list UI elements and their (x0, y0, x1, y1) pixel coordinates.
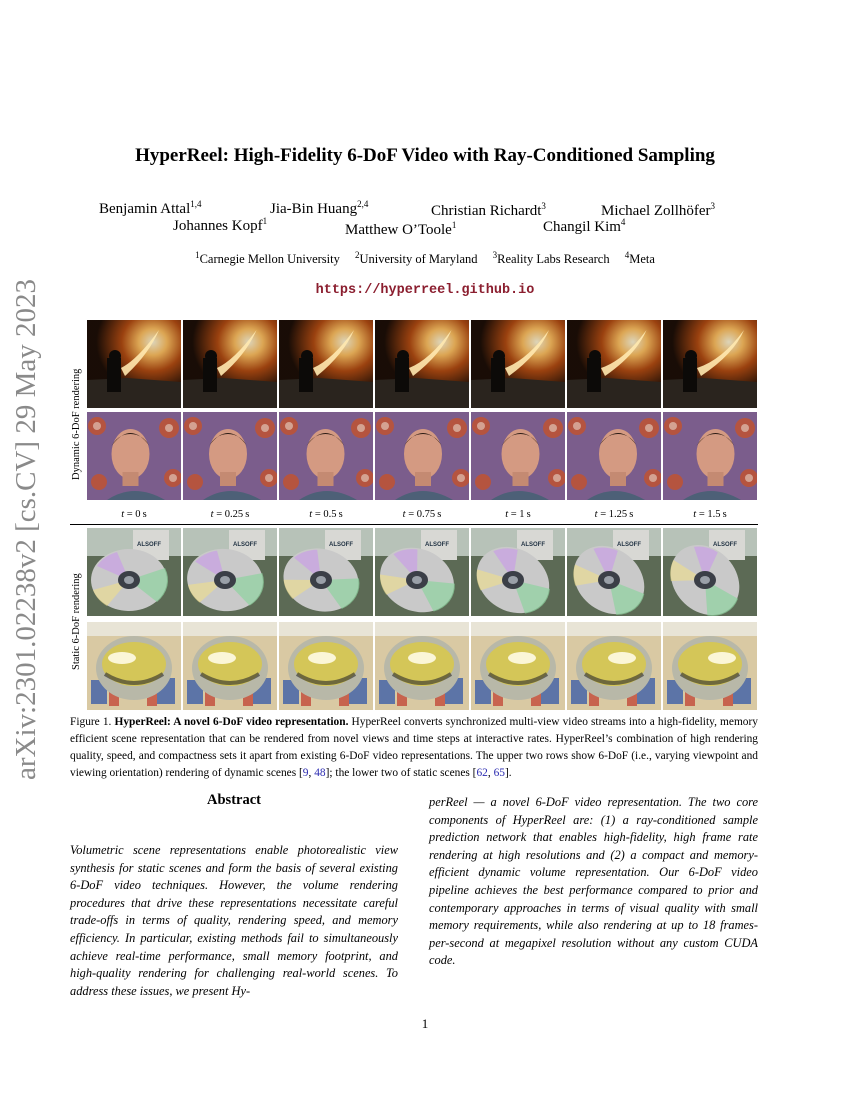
arxiv-stamp: arXiv:2301.02238v2 [cs.CV] 29 May 2023 (10, 278, 42, 780)
affiliation-1: $^1$Carnegie Mellon University (195, 249, 340, 266)
figure-image-fire (183, 320, 277, 408)
svg-text:ALSOFF: ALSOFF (329, 542, 353, 548)
dynamic-row-label: Dynamic 6-DoF rendering (71, 368, 82, 480)
figure-image-face (375, 412, 469, 500)
time-label: t = 0 s (121, 509, 147, 520)
author-7: Changil Kim$^4$ (543, 217, 626, 235)
author-6: Matthew O’Toole$^1$ (345, 220, 457, 238)
author-5: Johannes Kopf$^1$ (173, 216, 268, 234)
figure-image-face (279, 412, 373, 500)
time-label: t = 0.25 s (210, 509, 250, 520)
citation-link[interactable]: 9 (302, 767, 309, 779)
figure-image-ball (279, 622, 373, 710)
affiliation-2: $^2$University of Maryland (354, 249, 478, 266)
author-1: Benjamin Attal$^{1,4}$ (99, 199, 202, 217)
affiliation-3: $^3$Reality Labs Research (492, 249, 610, 266)
time-label: t = 1.5 s (693, 509, 727, 520)
figure-image-fire (471, 320, 565, 408)
author-4: Michael Zollhöfer$^3$ (601, 201, 716, 219)
time-label: t = 1.25 s (594, 509, 634, 520)
figure-image-face (663, 412, 757, 500)
figure-image-cd (567, 528, 661, 616)
affiliation-4: $^4$Meta (624, 249, 655, 266)
figure-image-fire (375, 320, 469, 408)
figure-image-face (87, 412, 181, 500)
figure-image-fire (663, 320, 757, 408)
author-2: Jia-Bin Huang$^{2,4}$ (270, 199, 369, 217)
project-url-link[interactable]: https://hyperreel.github.io (315, 283, 535, 298)
author-3: Christian Richardt$^3$ (431, 201, 546, 219)
affiliations (0, 249, 850, 267)
citation-link[interactable]: 48 (314, 767, 326, 779)
page-number: 1 (421, 1016, 429, 1031)
time-label: t = 1 s (505, 509, 531, 520)
figure-image-cd (279, 528, 373, 616)
figure-image-ball (567, 622, 661, 710)
figure-image-ball (375, 622, 469, 710)
time-label: t = 0.75 s (402, 509, 442, 520)
svg-text:ALSOFF: ALSOFF (137, 542, 161, 548)
paper-title: HyperReel: High-Fidelity 6-DoF Video with Ray-Conditioned Sampling (135, 145, 715, 166)
figure-image-face (183, 412, 277, 500)
figure-image-ball (471, 622, 565, 710)
citation-link[interactable]: 62 (476, 767, 488, 779)
svg-text:ALSOFF: ALSOFF (617, 542, 641, 548)
figure-image-cd (471, 528, 565, 616)
figure-image-ball (183, 622, 277, 710)
figure-image-ball (87, 622, 181, 710)
abstract-column-2: perReel — a novel 6-DoF video representation. The two core components of HyperReel are: (1) a ray-conditioned sample prediction network that enables high-fidelity, high frame rate rendering at high resolutions and (2) a compact and memory-efficient dynamic volume representation. Our 6-DoF video pipeline achieves the best performance compared to prior and contemporary approaches in terms of visual quality with small memory requirements, while also rendering at up to 18 frames-per-second at megapixel resolution without any custom CUDA code. (429, 795, 758, 968)
figure-caption: Figure 1. HyperReel: A novel 6-DoF video representation. HyperReel converts synchronized multi-view video streams into a high-fidelity, memory efficient scene representation that can be rendered from novel views and time steps at interactive rates. HyperReel’s combination of high rendering quality, speed, and compactness sets it apart from existing 6-DoF video representations. The upper two rows show 6-DoF (i.e., varying viewpoint and viewing orientation) rendering of dynamic scenes [9, 48]; the lower two of static scenes [62, 65]. (70, 716, 758, 779)
figure-image-fire (279, 320, 373, 408)
figure-divider (70, 524, 758, 525)
time-label: t = 0.5 s (309, 509, 343, 520)
figure-image-ball (663, 622, 757, 710)
abstract-heading: Abstract (207, 792, 261, 808)
figure-image-fire (567, 320, 661, 408)
figure-image-cd (87, 528, 181, 616)
citation-link[interactable]: 65 (493, 767, 505, 779)
figure-image-cd (183, 528, 277, 616)
svg-text:ALSOFF: ALSOFF (425, 542, 449, 548)
static-row-label: Static 6-DoF rendering (71, 573, 82, 670)
abstract-column-1: Volumetric scene representations enable photorealistic view synthesis for static scenes and form the basis of several existing 6-DoF video techniques. However, the volume rendering procedures that drive these representations necessitate careful trade-offs in terms of quality, rendering speed, and memory efficiency. In particular, existing methods fail to simultaneously achieve real-time performance, small memory footprint, and high-quality rendering for challenging real-world scenes. To address these issues, we present Hy- (70, 843, 398, 998)
svg-text:ALSOFF: ALSOFF (521, 542, 545, 548)
svg-text:ALSOFF: ALSOFF (713, 542, 737, 548)
figure-image-face (471, 412, 565, 500)
svg-text:ALSOFF: ALSOFF (233, 542, 257, 548)
figure-image-cd (375, 528, 469, 616)
figure-image-face (567, 412, 661, 500)
figure-image-cd (663, 528, 757, 616)
figure-image-fire (87, 320, 181, 408)
